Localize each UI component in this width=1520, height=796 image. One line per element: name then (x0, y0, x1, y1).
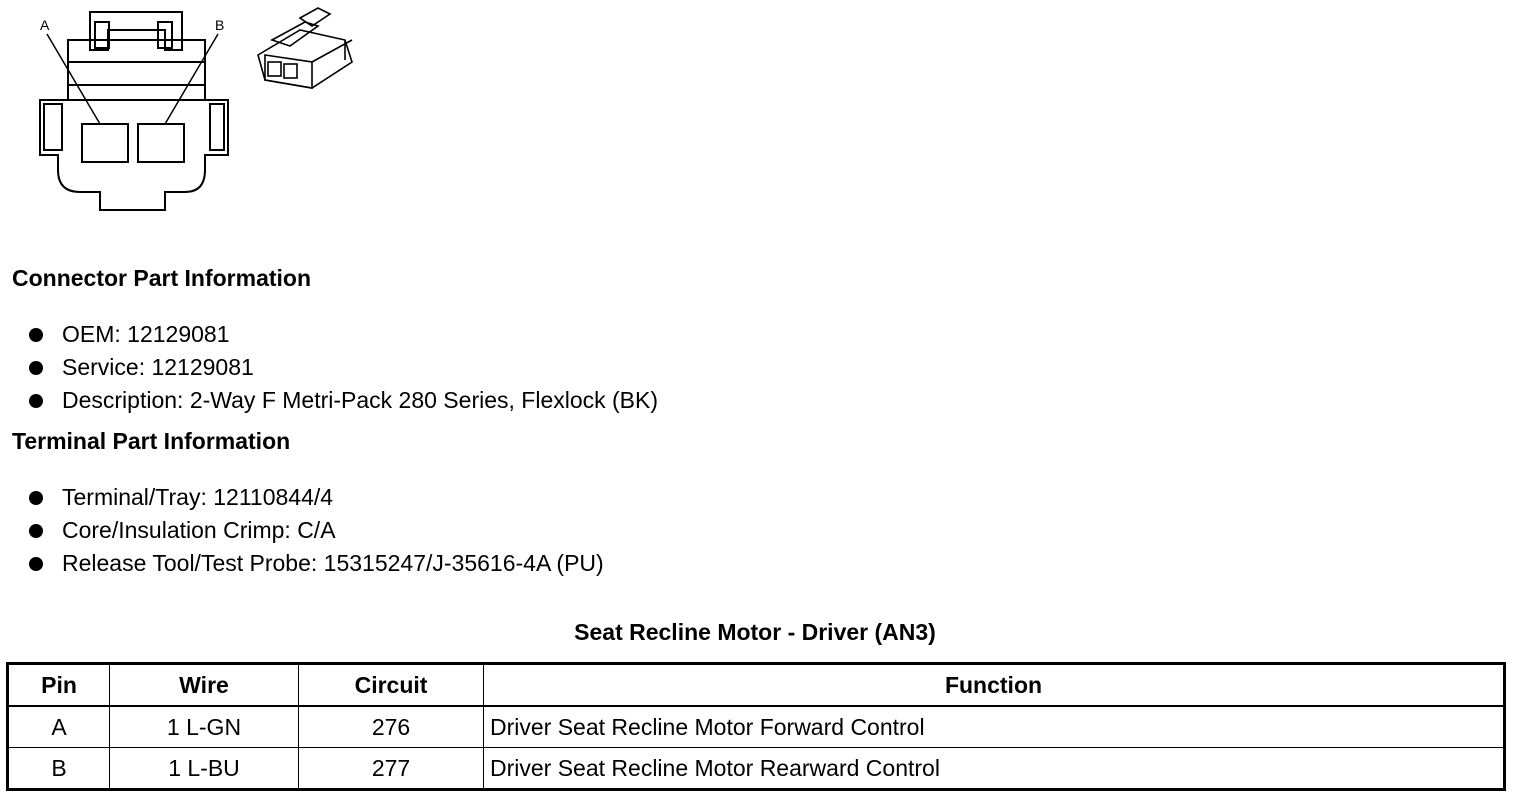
connector-part-info-heading: Connector Part Information (12, 265, 312, 291)
cell-function: Driver Seat Recline Motor Forward Control (484, 706, 1505, 748)
list-item: Release Tool/Test Probe: 15315247/J-35616-4A (PU) (0, 547, 604, 580)
cell-wire: 1 L-GN (110, 706, 299, 748)
cell-pin: B (8, 748, 110, 790)
cell-circuit: 277 (299, 748, 484, 790)
cell-function: Driver Seat Recline Motor Rearward Control (484, 748, 1505, 790)
cell-circuit: 276 (299, 706, 484, 748)
bullet-icon (29, 328, 43, 342)
connector-diagram (0, 0, 380, 220)
list-item: Core/Insulation Crimp: C/A (0, 514, 604, 547)
connector-part-info-list (0, 318, 658, 417)
pin-label-b: B (215, 17, 225, 33)
table-row (8, 748, 1505, 790)
list-item: Service: 12129081 (0, 351, 658, 384)
cell-pin: A (8, 706, 110, 748)
cell-wire: 1 L-BU (110, 748, 299, 790)
bullet-icon (29, 394, 43, 408)
connector-isometric-image (258, 8, 352, 88)
pin-cavity-a (82, 124, 128, 162)
list-item: OEM: 12129081 (0, 318, 658, 351)
column-header-wire: Wire (110, 664, 299, 707)
pin-table (6, 662, 1506, 791)
column-header-function: Function (484, 664, 1505, 707)
bullet-icon (29, 557, 43, 571)
table-row (8, 706, 1505, 748)
table-header-row (8, 664, 1505, 707)
bullet-icon (29, 361, 43, 375)
terminal-part-info-heading: Terminal Part Information (12, 428, 291, 454)
terminal-part-info-list (0, 481, 604, 580)
column-header-pin: Pin (8, 664, 110, 707)
leader-line-a (47, 34, 100, 124)
list-item: Description: 2-Way F Metri-Pack 280 Series, Flexlock (BK) (0, 384, 658, 417)
pin-label-a: A (40, 17, 50, 33)
pin-table-title: Seat Recline Motor - Driver (AN3) (574, 619, 936, 645)
column-header-circuit: Circuit (299, 664, 484, 707)
list-item: Terminal/Tray: 12110844/4 (0, 481, 604, 514)
pin-cavity-b (138, 124, 184, 162)
connector-latch-outline (90, 12, 182, 50)
bullet-icon (29, 491, 43, 505)
bullet-icon (29, 524, 43, 538)
